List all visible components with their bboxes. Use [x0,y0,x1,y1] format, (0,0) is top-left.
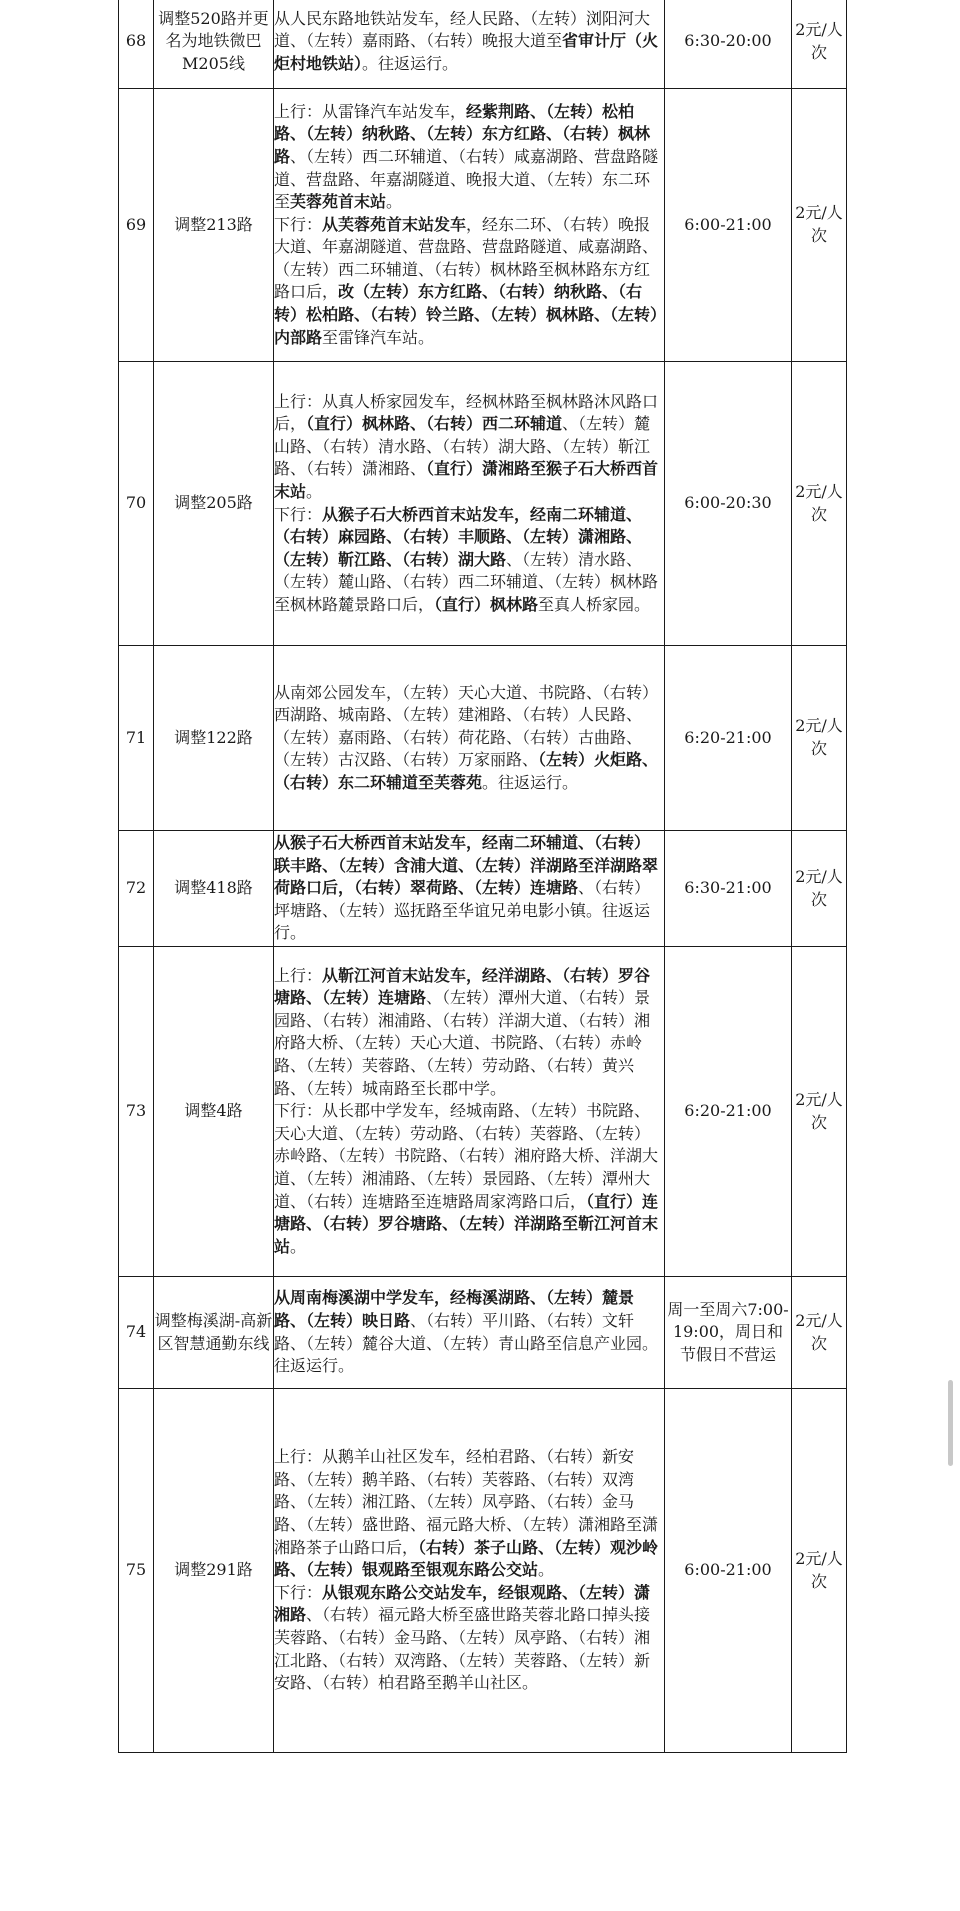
route-direction-cell [274,89,665,362]
table-row [119,1277,847,1389]
route-description-paragraph [274,101,664,214]
route-name-cell: 调整418路 [154,831,274,947]
route-description-paragraph [274,1446,664,1582]
table-row [119,1389,847,1753]
route-direction-cell [274,362,665,646]
operating-hours-cell: 6:00-21:00 [665,89,792,362]
route-number-cell: 71 [119,646,154,831]
route-text: 下行： [274,1582,323,1602]
route-direction-cell [274,1389,665,1753]
route-text: 下行： [274,504,323,524]
route-direction-cell [274,0,665,89]
route-text-bold: （直行）潇湘路至猴子石大桥西首末站 [274,459,659,501]
route-name-cell: 调整205路 [154,362,274,646]
fare-cell: 2元/人次 [792,1277,847,1389]
route-text: 。 [538,1560,555,1580]
route-description-paragraph [274,391,664,504]
route-text: 至真人桥家园。 [538,594,651,614]
fare-cell: 2元/人次 [792,831,847,947]
route-text: 、（右转）平川路、（右转）文轩路、（左转）麓谷大道、（左转）青山路至信息产业园。往返运行。 [274,1310,659,1376]
route-text: 下行： [274,214,323,234]
operating-hours-cell: 6:20-21:00 [665,646,792,831]
route-number-cell: 68 [119,0,154,89]
route-description-paragraph [274,1287,664,1377]
route-text-bold: 芙蓉苑首末站 [290,192,387,212]
fare-cell: 2元/人次 [792,362,847,646]
route-direction-cell [274,831,665,947]
route-number-cell: 72 [119,831,154,947]
route-number-cell: 74 [119,1277,154,1389]
route-name-cell: 调整122路 [154,646,274,831]
table-row [119,362,847,646]
table-row [119,0,847,89]
route-description-paragraph [274,214,664,350]
scrollbar-thumb[interactable] [948,1380,953,1466]
table-row [119,646,847,831]
operating-hours-cell: 6:00-20:30 [665,362,792,646]
route-description-paragraph [274,504,664,617]
route-text-bold: 经紫荆路、（左转）松柏路、（左转）纳秋路、（左转）东方红路、（右转）枫林路 [274,101,651,166]
route-description-paragraph [274,965,664,1101]
route-text: 上行： [274,965,323,985]
route-text-bold: 从猴子石大桥西首末站发车，经南二环辅道、（右转）联丰路、（左转）含浦大道、（左转）洋湖路至洋湖路翠荷路口后，（右转）翠荷路、（左转）连塘路 [274,833,659,898]
route-text: 、（左转）西二环辅道、（右转）咸嘉湖路、营盘路隧道、营盘路、年嘉湖隧道、晚报大道、（左转）东二环至 [274,146,659,212]
route-text: 下行：从长郡中学发车，经城南路、（左转）书院路、天心大道、（左转）劳动路、（右转）芙蓉路、（左转）赤岭路、（左转）书院路、（右转）湘府路大桥、洋湖大道、（左转）湘浦路、（左转）景园路、（左转）潭州大道、（右转）连塘路至连塘路周家湾路口后， [274,1101,659,1211]
route-text-bold: 从猴子石大桥西首末站发车，经南二环辅道、（右转）麻园路、（右转）丰顺路、（左转）潇湘路、（左转）靳江路、（右转）湖大路 [274,504,643,569]
route-text: 、（左转）潭州大道、（右转）景园路、（右转）湘浦路、（右转）洋湖大道、（右转）湘府路大桥、（左转）天心大道、书院路、（右转）赤岭路、（左转）芙蓉路、（左转）劳动路、（右转）黄兴路、（左转）城南路至长郡中学。 [274,988,651,1098]
operating-hours-cell: 周一至周六7:00-19:00，周日和节假日不营运 [665,1277,792,1389]
route-description-paragraph [274,1100,664,1258]
route-direction-cell [274,947,665,1277]
route-text: 、（左转）清水路、（左转）麓山路、（右转）西二环辅道、（左转）枫林路至枫林路麓景路口后， [274,549,659,614]
fare-cell: 2元/人次 [792,947,847,1277]
route-text-bold: （直行）连塘路、（右转）罗谷塘路、（左转）洋湖路至靳江河首末站 [274,1191,659,1256]
route-text: 上行：从真人桥家园发车，经枫林路至枫林路沐风路口后， [274,391,659,434]
route-name-cell: 调整291路 [154,1389,274,1753]
route-text: 、（右转）福元路大桥至盛世路芙蓉北路口掉头接芙蓉路、（右转）金马路、（左转）凤亭路、（右转）湘江北路、（右转）双湾路、（左转）芙蓉路、（左转）新安路、（右转）柏君路至鹅羊山社区。 [274,1605,651,1693]
route-adjustment-table [118,0,847,1753]
route-text-bold: （直行）枫林路、（右转）西二环辅道 [306,414,563,434]
route-text-bold: 从银观东路公交站发车，经银观路、（左转）潇湘路 [274,1582,651,1625]
route-text: ，经东二环、（右转）晚报大道、年嘉湖隧道、营盘路、营盘路隧道、咸嘉湖路、（左转）西二环辅道、（右转）枫林路至枫林路东方红路口后， [274,214,659,302]
route-text: 上行：从雷锋汽车站发车， [274,101,467,121]
route-text: 。 [290,1236,307,1256]
route-text: 上行：从鹅羊山社区发车，经柏君路、（右转）新安路、（左转）鹅羊路、（右转）芙蓉路、（右转）双湾路、（左转）湘江路、（左转）凤亭路、（右转）金马路、（左转）盛世路、福元路大桥、（左转）潇湘路至潇湘路茶子山路口后， [274,1447,659,1557]
route-description-paragraph [274,832,664,945]
table-row [119,89,847,362]
route-description-paragraph [274,8,664,76]
operating-hours-cell: 6:00-21:00 [665,1389,792,1753]
route-number-cell: 69 [119,89,154,362]
route-text-bold: 改（左转）东方红路、（右转）纳秋路、（右转）松柏路、（右转）铃兰路、（左转）枫林路、（左转）内部路 [274,282,659,347]
route-number-cell: 75 [119,1389,154,1753]
route-text-bold: 从周南梅溪湖中学发车，经梅溪湖路、（左转）麓景路、（左转）映日路 [274,1288,635,1330]
fare-cell: 2元/人次 [792,89,847,362]
table-row [119,831,847,947]
route-text-bold: 从芙蓉苑首末站发车 [322,214,467,234]
fare-cell: 2元/人次 [792,1389,847,1753]
route-text: 、（左转）麓山路、（右转）清水路、（右转）湖大路、（左转）靳江路、（右转）潇湘路、 [274,414,651,479]
route-number-cell: 73 [119,947,154,1277]
route-name-cell: 调整梅溪湖-高新区智慧通勤东线 [154,1277,274,1389]
route-text: 。 [386,192,403,212]
route-name-cell: 调整4路 [154,947,274,1277]
route-text-bold: （左转）火炬路、（右转）东二环辅道至芙蓉苑 [274,750,659,792]
fare-cell: 2元/人次 [792,646,847,831]
route-name-cell: 调整520路并更名为地铁微巴M205线 [154,0,274,89]
route-text-bold: 省审计厅（火炬村地铁站） [274,31,659,73]
operating-hours-cell: 6:20-21:00 [665,947,792,1277]
route-direction-cell [274,646,665,831]
route-text: 。 [306,481,323,501]
route-text: 。往返运行。 [482,772,579,792]
operating-hours-cell: 6:30-21:00 [665,831,792,947]
table-row [119,947,847,1277]
route-text-bold: 从靳江河首末站发车，经洋湖路、（右转）罗谷塘路、（左转）连塘路 [274,965,651,1008]
route-description-paragraph [274,1582,664,1695]
route-number-cell: 70 [119,362,154,646]
route-description-paragraph [274,682,664,795]
route-name-cell: 调整213路 [154,89,274,362]
route-text: 。往返运行。 [362,53,459,73]
route-text-bold: （右转）茶子山路、（左转）观沙岭路、（左转）银观路至银观东路公交站 [274,1537,659,1580]
route-text: 从南郊公园发车，（左转）天心大道、书院路、（右转）西湖路、城南路、（左转）建湘路、（右转）人民路、（左转）嘉雨路、（右转）荷花路、（右转）古曲路、（左转）古汉路、（右转）万家丽路、 [274,682,659,770]
route-text: 至雷锋汽车站。 [322,327,435,347]
route-text: 从人民东路地铁站发车，经人民路、（左转）浏阳河大道、（左转）嘉雨路、（右转）晚报大道至 [274,8,651,51]
route-text-bold: （直行）枫林路 [434,594,539,614]
fare-cell: 2元/人次 [792,0,847,89]
route-text: 、（右转）坪塘路、（左转）巡抚路至华谊兄弟电影小镇。往返运行。 [274,878,651,943]
operating-hours-cell: 6:30-20:00 [665,0,792,89]
route-direction-cell [274,1277,665,1389]
